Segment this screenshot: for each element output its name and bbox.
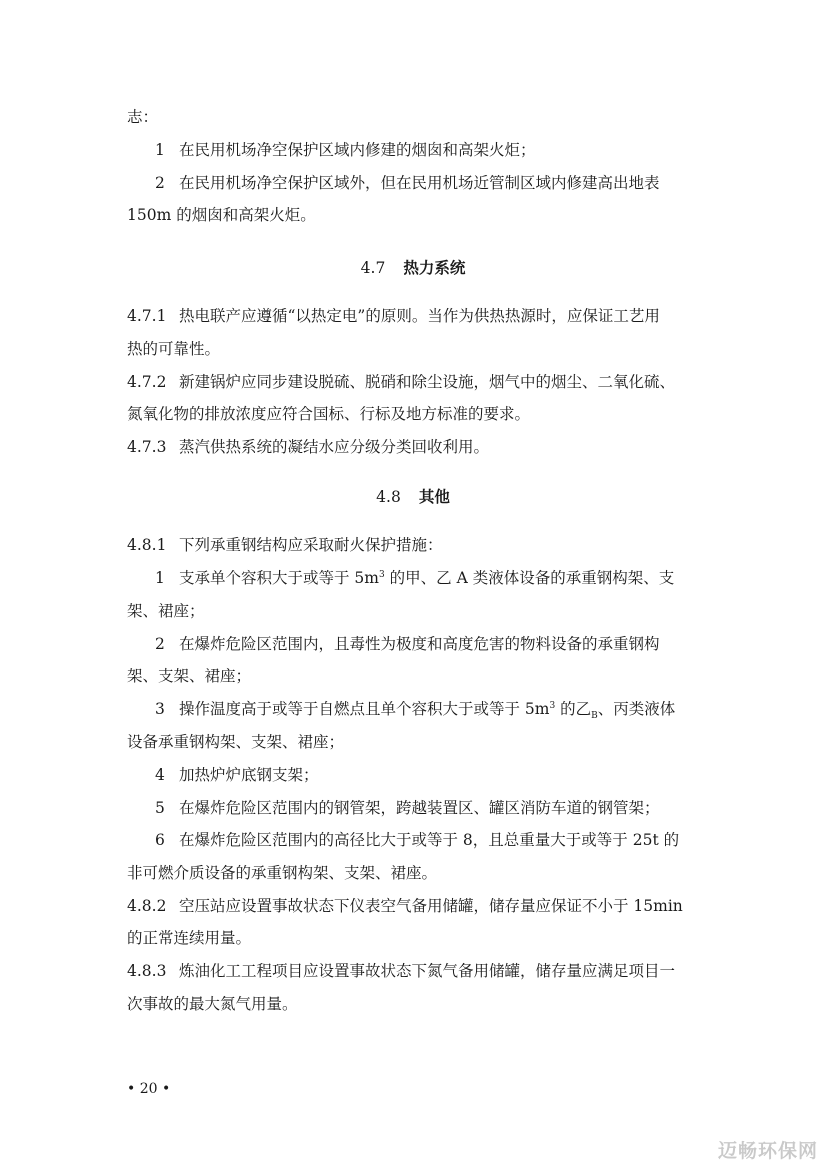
list-item-continuation: 非可燃介质设备的承重钢构架、支架、裙座。 [127, 864, 438, 882]
clause: 4.7.1 热电联产应遵循“以热定电”的原则。当作为供热热源时，应保证工艺用 [127, 307, 660, 325]
clause: 4.8.3 炼油化工工程项目应设置事故状态下氮气备用储罐，储存量应满足项目一 [127, 962, 676, 980]
list-item: 4 加热炉炉底钢支架； [155, 766, 319, 784]
list-item-continuation: 150m 的烟囱和高架火炬。 [127, 206, 316, 224]
list-item: 5 在爆炸危险区范围内的钢管架，跨越装置区、罐区消防车道的钢管架； [155, 799, 660, 817]
list-item-continuation: 设备承重钢构架、支架、裙座； [127, 733, 345, 751]
list-item-continuation: 架、支架、裙座； [127, 667, 252, 685]
page-number: • 20 • [127, 1081, 171, 1097]
watermark-text: 迈畅环保网 [717, 1140, 818, 1162]
list-item-continuation: 架、裙座； [127, 602, 205, 620]
clause: 4.8.1 下列承重钢结构应采取耐火保护措施： [127, 536, 443, 554]
clause-continuation: 的正常连续用量。 [127, 929, 252, 947]
clause: 4.8.2 空压站应设置事故状态下仪表空气备用储罐，储存量应保证不小于 15min [127, 897, 683, 915]
clause: 4.7.2 新建锅炉应同步建设脱硫、脱硝和除尘设施，烟气中的烟尘、二氧化硫、 [127, 373, 676, 391]
clause: 4.7.3 蒸汽供热系统的凝结水应分级分类回收利用。 [127, 438, 490, 456]
continuation-text: 志： [127, 108, 159, 126]
clause-continuation: 次事故的最大氮气用量。 [127, 995, 298, 1013]
list-item: 6 在爆炸危险区范围内的高径比大于或等于 8，且总重量大于或等于 25t 的 [155, 831, 680, 849]
list-item: 2 在爆炸危险区范围内，且毒性为极度和高度危害的物料设备的承重钢构 [155, 635, 660, 653]
list-item: 3 操作温度高于或等于自燃点且单个容积大于或等于 $5m^3$ 的乙$_B$、丙类液体 [155, 700, 676, 722]
list-item: 2 在民用机场净空保护区域外，但在民用机场近管制区域内修建高出地表 [155, 174, 660, 192]
section-heading: 4.7 热力系统 [360, 258, 466, 277]
clause-continuation: 热的可靠性。 [127, 340, 221, 358]
list-item: 1 在民用机场净空保护区域内修建的烟囱和高架火炬； [155, 141, 536, 159]
list-item: 1 支承单个容积大于或等于 $5m^3$ 的甲、乙 A 类液体设备的承重钢构架、支 [155, 569, 675, 587]
section-heading: 4.8 其他 [376, 487, 450, 506]
clause-continuation: 氮氧化物的排放浓度应符合国标、行标及地方标准的要求。 [127, 405, 531, 423]
